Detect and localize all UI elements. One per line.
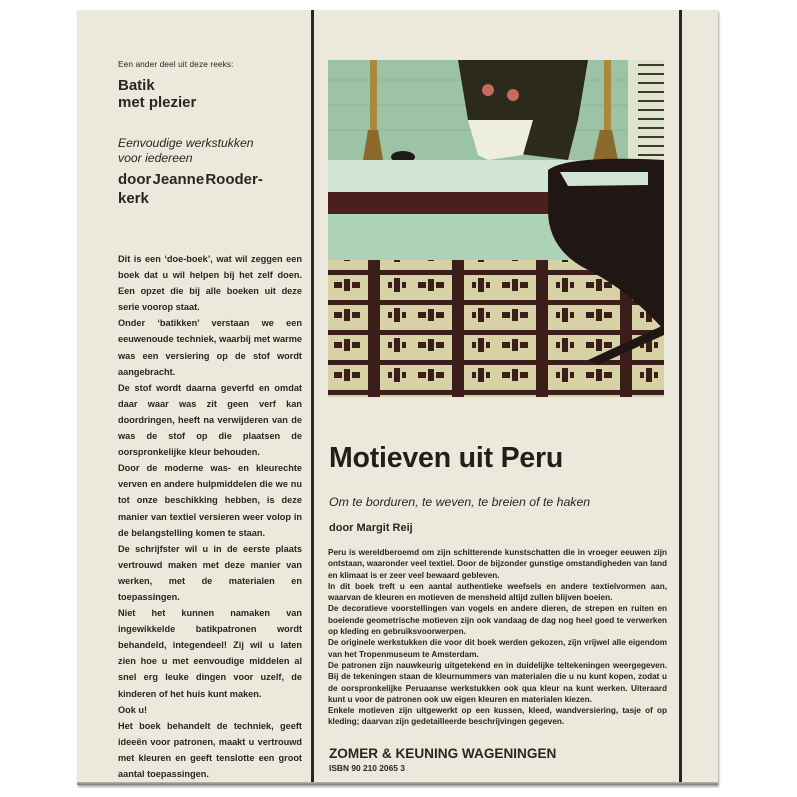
blurb-paragraph: Door de moderne was- en kleurechte verven en andere hulpmiddelen die we nu tot onze beschikking hebben, is deze manier van textiel versieren weer volop in de belangstelling komen te staan. (118, 463, 302, 538)
blurb-paragraph: Dit is een ‘doe-boek’, wat wil zeggen een boek dat u wil helpen bij het zelf doen. Een opzet die bij alle boeken uit deze serie voorop staat. (118, 254, 302, 313)
description-paragraph: De decoratieve voorstellingen van vogels en andere dieren, de strepen en ruiten en boeiende geometrische motieven zijn ook vandaag de dag nog heel goed te verwerken op kleding en gebruiksvoorwerpen. (328, 604, 667, 637)
series-book-author (118, 170, 318, 208)
blurb-paragraph: Het boek behandelt de techniek, geeft ideeën voor patronen, maakt u vertrouwd met kleuren en geeft tenslotte een groot aantal toepassingen. (118, 720, 302, 779)
series-title-line: met plezier (118, 94, 197, 111)
series-blurb (118, 251, 302, 782)
blurb-paragraph: De stof wordt daarna geverfd en omdat daar waar was zit geen verf kan doordringen, heeft na verwijderen van de was de stof op die plaatsen de oorspronkelijke kleur behouden. (118, 382, 302, 458)
series-label: Een ander deel uit deze reeks: (118, 59, 234, 69)
description-paragraph: In dit boek treft u een aantal authentieke weefsels en andere textielvormen aan, waarvan de kleuren en motieven de mensheid altijd zullen blijven boeien. (328, 581, 667, 603)
description-paragraph: Enkele motieven zijn uitgewerkt op een kussen, kleed, wandversiering, tasje of op kleding; daarvan zijn gedetailleerde beschrijvingen gegeven. (328, 706, 667, 727)
isbn: ISBN 90 210 2065 3 (329, 763, 405, 773)
blurb-paragraph: De schrijfster wil u in de eerste plaats vertrouwd maken met deze manier van werken, met de materialen en toepassingen. (118, 543, 302, 602)
series-book-subtitle (118, 136, 254, 166)
series-book-title (118, 77, 196, 111)
book-title: Motieven uit Peru (329, 442, 564, 474)
description-paragraph: De patronen zijn nauwkeurig uitgetekend en in duidelijke teltekeningen weergegeven. Bij de tekeningen staan de kleurnummers van materialen die u nu kunt kopen, zodat u de oorspronkelijke Peruaanse werkstukken ook qua kleur na kunt werken. Uiteraard kunt u voor de patronen ook uw eigen kleuren en materialen kiezen. (328, 660, 667, 704)
blurb-paragraph: Ook u! (118, 704, 148, 715)
series-title-line: Batik (118, 77, 155, 94)
series-subtitle-line: voor iedereen (118, 151, 193, 165)
blurb-paragraph: Onder ‘batikken’ verstaan we een eeuwenoude techniek, waarbij met warme was een versiering op de stof wordt aangebracht. (118, 318, 302, 377)
column-divider-left (311, 10, 314, 782)
book-description (328, 547, 667, 728)
publisher-name: ZOMER & KEUNING WAGENINGEN (329, 746, 557, 761)
series-author-line: kerk (118, 190, 149, 207)
cover-photo (328, 60, 664, 397)
description-paragraph: De originele werkstukken die voor dit boek werden gekozen, zijn vrijwel alle eigendom van het Tropenmuseum te Amsterdam. (328, 638, 667, 659)
description-paragraph: Peru is wereldberoemd om zijn schitterende kunstschatten die in vroeger eeuwen zijn ontstaan, waaronder veel textiel. Door de bijzonder gunstige omstandigheden van land en klimaat is er zeer veel bewaard gebleven. (328, 548, 667, 580)
book-subtitle: Om te borduren, te weven, te breien of te haken (329, 495, 591, 509)
series-subtitle-line: Eenvoudige werkstukken (118, 136, 254, 150)
series-author-line: door Jeanne Rooder- (118, 171, 263, 188)
book-back-cover (77, 10, 718, 785)
column-divider-right (679, 10, 682, 782)
blurb-paragraph: Niet het kunnen namaken van ingewikkelde batikpatronen wordt behandeld, integendeel! Zij wil u laten zien hoe u met eenvoudige middelen al snel erg leuke dingen voor uzelf, de kinderen of het huis kunt maken. (118, 608, 302, 699)
book-author: door Margit Reij (329, 522, 413, 534)
